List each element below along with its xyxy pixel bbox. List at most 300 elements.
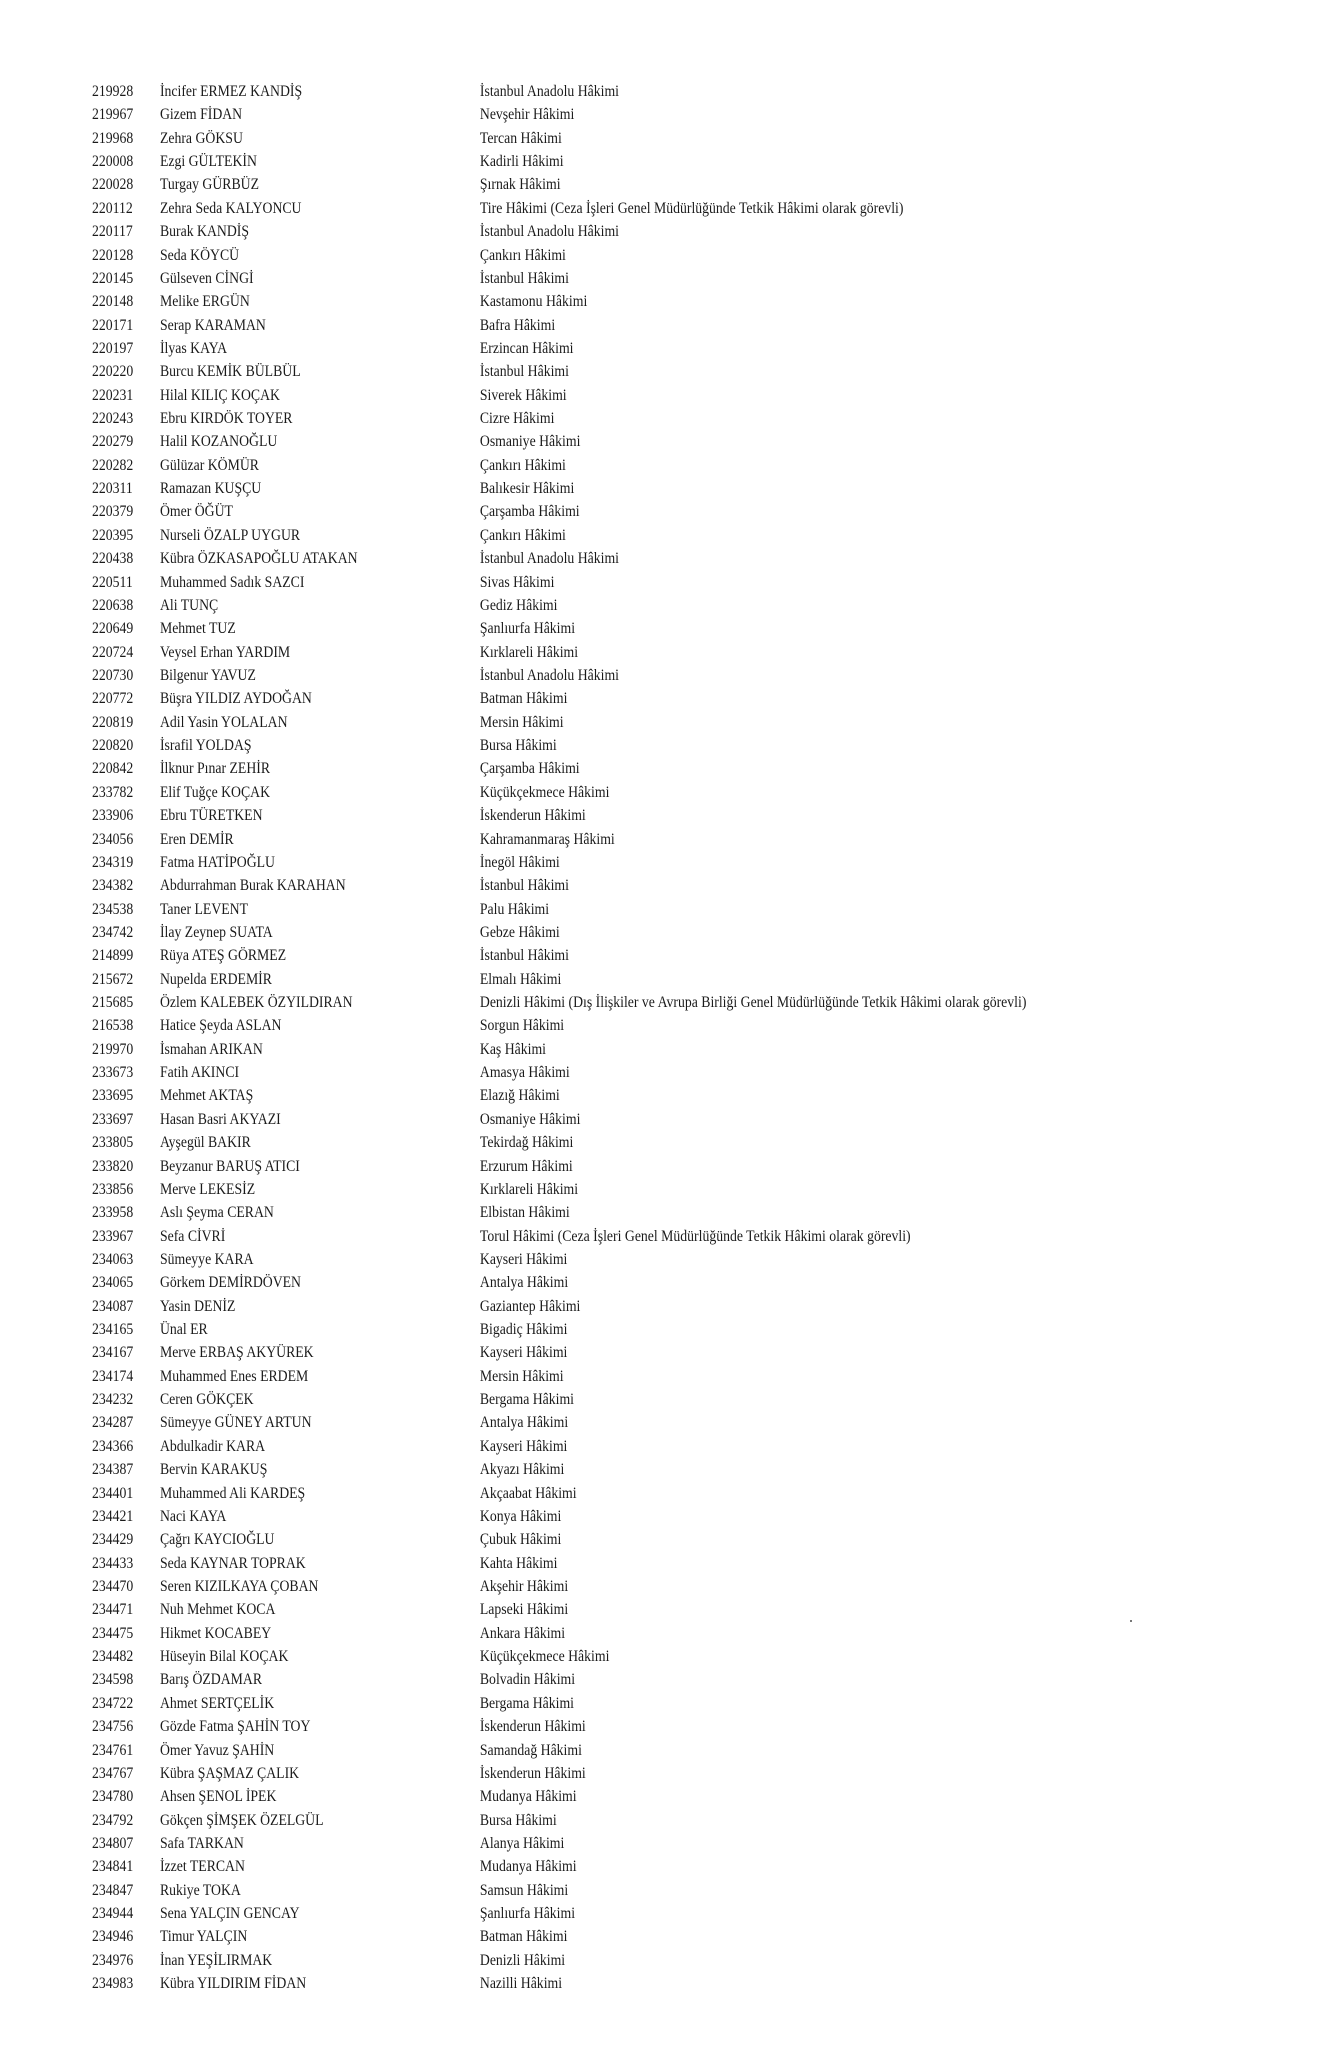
registry-number: 234429	[92, 1531, 134, 1549]
registry-number: 234421	[92, 1507, 134, 1525]
person-name: Safa TARKAN	[159, 1834, 244, 1852]
assigned-post: Osmaniye Hâkimi	[479, 1110, 581, 1128]
assigned-post: Bergama Hâkimi	[479, 1694, 575, 1712]
person-name: İncifer ERMEZ KANDİŞ	[159, 83, 303, 100]
person-name: Ömer ÖĞÜT	[159, 503, 233, 521]
person-name: Merve LEKESİZ	[159, 1180, 256, 1198]
registry-number: 215685	[92, 994, 134, 1012]
registry-number: 234433	[92, 1554, 134, 1572]
person-name: Halil KOZANOĞLU	[159, 433, 278, 451]
assigned-post: Mudanya Hâkimi	[479, 1858, 577, 1876]
assigned-post: Samsun Hâkimi	[479, 1881, 569, 1899]
assigned-post: Elazığ Hâkimi	[479, 1087, 560, 1105]
registry-number: 234401	[92, 1484, 134, 1502]
person-name: İzzet TERCAN	[159, 1858, 245, 1876]
registry-number: 214899	[92, 947, 134, 965]
assigned-post: Denizli Hâkimi (Dış İlişkiler ve Avrupa Birliği Genel Müdürlüğünde Tetkik Hâkimi olarak görevli)	[479, 994, 1027, 1012]
person-name: Ünal ER	[159, 1321, 208, 1339]
list-item	[0, 898, 1148, 921]
person-name: İlknur Pınar ZEHİR	[159, 760, 271, 778]
assigned-post: Kırklareli Hâkimi	[479, 643, 579, 661]
registry-number: 220197	[92, 339, 134, 357]
registry-number: 220730	[92, 666, 134, 684]
person-name: Özlem KALEBEK ÖZYILDIRAN	[159, 994, 353, 1012]
list-item	[0, 1388, 1148, 1411]
person-name: Nupelda ERDEMİR	[159, 970, 272, 988]
assigned-post: Ankara Hâkimi	[479, 1624, 566, 1642]
assigned-post: Kahta Hâkimi	[479, 1554, 558, 1572]
list-item	[0, 1925, 1148, 1948]
assigned-post: İskenderun Hâkimi	[479, 1718, 586, 1736]
list-item	[0, 1645, 1148, 1668]
assigned-post: Kastamonu Hâkimi	[479, 293, 588, 311]
assigned-post: Kayseri Hâkimi	[479, 1250, 568, 1268]
registry-number: 234287	[92, 1414, 134, 1432]
list-item	[0, 664, 1148, 687]
registry-number: 220649	[92, 620, 134, 638]
registry-number: 220379	[92, 503, 134, 521]
assigned-post: Amasya Hâkimi	[479, 1064, 570, 1082]
assigned-post: Lapseki Hâkimi	[479, 1601, 569, 1619]
person-name: Timur YALÇIN	[159, 1928, 248, 1946]
list-item	[0, 757, 1148, 780]
list-item	[0, 1365, 1148, 1388]
person-name: İlay Zeynep SUATA	[159, 923, 273, 941]
person-name: Bilgenur YAVUZ	[159, 666, 256, 684]
person-name: Hasan Basri AKYAZI	[159, 1110, 281, 1128]
registry-number: 220279	[92, 433, 134, 451]
registry-number: 220220	[92, 363, 134, 381]
assigned-post: İskenderun Hâkimi	[479, 807, 586, 825]
registry-number: 234983	[92, 1975, 134, 1993]
person-name: Naci KAYA	[159, 1507, 227, 1525]
assigned-post: Bergama Hâkimi	[479, 1391, 575, 1409]
registry-number: 234056	[92, 830, 134, 848]
registry-number: 234366	[92, 1437, 134, 1455]
list-item	[0, 220, 1148, 243]
list-item	[0, 1739, 1148, 1762]
person-name: Sümeyye KARA	[159, 1250, 254, 1268]
list-item	[0, 1598, 1148, 1621]
assigned-post: Küçükçekmece Hâkimi	[479, 1648, 610, 1666]
registry-number: 234598	[92, 1671, 134, 1689]
registry-number: 219968	[92, 129, 134, 147]
person-name: Seren KIZILKAYA ÇOBAN	[159, 1578, 319, 1595]
assigned-post: Çankırı Hâkimi	[479, 526, 566, 544]
registry-number: 220638	[92, 596, 134, 614]
list-item	[0, 944, 1148, 967]
list-item	[0, 477, 1148, 500]
list-item	[0, 851, 1148, 874]
list-item	[0, 244, 1148, 267]
person-name: Mehmet AKTAŞ	[159, 1087, 254, 1105]
registry-number: 234761	[92, 1741, 134, 1759]
person-name: Muhammed Enes ERDEM	[159, 1367, 309, 1385]
list-item	[0, 1248, 1148, 1271]
assigned-post: Bursa Hâkimi	[479, 1811, 557, 1829]
assigned-post: Sorgun Hâkimi	[479, 1017, 565, 1035]
registry-number: 234167	[92, 1344, 134, 1362]
list-item	[0, 641, 1148, 664]
assigned-post: İstanbul Hâkimi	[479, 947, 569, 965]
registry-number: 234538	[92, 900, 134, 918]
registry-number: 220028	[92, 176, 134, 194]
list-item	[0, 1575, 1148, 1598]
assigned-post: Balıkesir Hâkimi	[479, 480, 575, 498]
list-item	[0, 968, 1148, 991]
registry-number: 234976	[92, 1951, 134, 1969]
person-name: Gözde Fatma ŞAHİN TOY	[159, 1718, 311, 1736]
registry-number: 219970	[92, 1040, 134, 1058]
registry-number: 220842	[92, 760, 134, 778]
person-name: Gökçen ŞİMŞEK ÖZELGÜL	[159, 1811, 324, 1829]
registry-number: 219967	[92, 106, 134, 124]
assigned-post: Küçükçekmece Hâkimi	[479, 783, 610, 801]
registry-number: 234722	[92, 1694, 134, 1712]
list-item	[0, 1155, 1148, 1178]
registry-number: 234482	[92, 1648, 134, 1666]
list-item	[0, 1715, 1148, 1738]
registry-number: 220438	[92, 550, 134, 568]
registry-number: 234742	[92, 923, 134, 941]
registry-number: 234946	[92, 1928, 134, 1946]
assigned-post: Şanlıurfa Hâkimi	[479, 620, 576, 638]
registry-number: 233782	[92, 783, 134, 801]
registry-number: 234841	[92, 1858, 134, 1876]
registry-number: 234780	[92, 1788, 134, 1806]
list-item	[0, 1108, 1148, 1131]
list-item	[0, 1295, 1148, 1318]
assigned-post: Çarşamba Hâkimi	[479, 503, 580, 521]
list-item	[0, 1084, 1148, 1107]
registry-number: 234807	[92, 1834, 134, 1852]
list-item	[0, 1505, 1148, 1528]
person-name: Rüya ATEŞ GÖRMEZ	[159, 947, 287, 965]
list-item	[0, 1949, 1148, 1972]
person-name: Eren DEMİR	[159, 830, 234, 848]
assigned-post: Siverek Hâkimi	[479, 386, 567, 404]
person-name: Gülüzar KÖMÜR	[159, 456, 259, 474]
person-name: Fatma HATİPOĞLU	[159, 853, 275, 871]
registry-number: 216538	[92, 1017, 134, 1035]
registry-number: 220395	[92, 526, 134, 544]
assigned-post: Elmalı Hâkimi	[479, 970, 562, 988]
list-item	[0, 80, 1148, 103]
person-name: Ebru KIRDÖK TOYER	[159, 410, 293, 428]
person-name: Nurseli ÖZALP UYGUR	[159, 526, 301, 544]
registry-number: 220243	[92, 410, 134, 428]
assigned-post: Bigadiç Hâkimi	[479, 1321, 568, 1339]
assigned-post: Batman Hâkimi	[479, 690, 568, 708]
list-item	[0, 1411, 1148, 1434]
assigned-post: Kahramanmaraş Hâkimi	[479, 830, 615, 848]
person-name: Görkem DEMİRDÖVEN	[159, 1274, 301, 1292]
assigned-post: Kaş Hâkimi	[479, 1040, 546, 1058]
list-item	[0, 1341, 1148, 1364]
list-item	[0, 1061, 1148, 1084]
person-name: Taner LEVENT	[159, 900, 249, 918]
list-item	[0, 1318, 1148, 1341]
registry-number: 220819	[92, 713, 134, 731]
registry-number: 233697	[92, 1110, 134, 1128]
person-name: Ramazan KUŞÇU	[159, 480, 262, 498]
registry-number: 233673	[92, 1064, 134, 1082]
person-name: Hikmet KOCABEY	[159, 1624, 272, 1642]
list-item	[0, 991, 1148, 1014]
person-name: Turgay GÜRBÜZ	[159, 176, 259, 194]
list-item	[0, 1785, 1148, 1808]
person-name: Ebru TÜRETKEN	[159, 807, 263, 825]
list-item	[0, 1902, 1148, 1925]
assigned-post: İnegöl Hâkimi	[479, 853, 560, 871]
assigned-post: Çankırı Hâkimi	[479, 456, 566, 474]
list-item	[0, 1038, 1148, 1061]
list-item	[0, 1832, 1148, 1855]
list-item	[0, 150, 1148, 173]
assigned-post: İstanbul Hâkimi	[479, 269, 569, 287]
person-name: Yasin DENİZ	[159, 1297, 236, 1315]
person-name: Merve ERBAŞ AKYÜREK	[159, 1344, 314, 1362]
list-item	[0, 804, 1148, 827]
list-item	[0, 1809, 1148, 1832]
judge-list	[0, 80, 1335, 1995]
registry-number: 220008	[92, 153, 134, 171]
list-item	[0, 921, 1148, 944]
list-item	[0, 1435, 1148, 1458]
list-item	[0, 430, 1148, 453]
person-name: Aslı Şeyma CERAN	[159, 1204, 274, 1222]
person-name: Burak KANDİŞ	[159, 223, 250, 241]
assigned-post: İstanbul Anadolu Hâkimi	[479, 550, 619, 568]
registry-number: 233906	[92, 807, 134, 825]
person-name: Sefa CİVRİ	[159, 1227, 226, 1245]
person-name: Zehra GÖKSU	[159, 129, 243, 147]
list-item	[0, 197, 1148, 220]
assigned-post: Nevşehir Hâkimi	[479, 106, 575, 124]
list-item	[0, 127, 1148, 150]
registry-number: 234174	[92, 1367, 134, 1385]
assigned-post: Akşehir Hâkimi	[479, 1578, 569, 1595]
assigned-post: Batman Hâkimi	[479, 1928, 568, 1946]
assigned-post: Kadirli Hâkimi	[479, 153, 564, 171]
list-item	[0, 524, 1148, 547]
assigned-post: Mersin Hâkimi	[479, 713, 564, 731]
list-item	[0, 454, 1148, 477]
assigned-post: Samandağ Hâkimi	[479, 1741, 582, 1759]
registry-number: 234944	[92, 1905, 134, 1923]
person-name: Adil Yasin YOLALAN	[159, 713, 288, 731]
registry-number: 234847	[92, 1881, 134, 1899]
list-item	[0, 874, 1148, 897]
person-name: Kübra ÖZKASAPOĞLU ATAKAN	[159, 550, 358, 568]
registry-number: 233958	[92, 1204, 134, 1222]
list-item	[0, 571, 1148, 594]
registry-number: 234087	[92, 1297, 134, 1315]
assigned-post: Çarşamba Hâkimi	[479, 760, 580, 778]
list-item	[0, 1855, 1148, 1878]
list-item	[0, 314, 1148, 337]
assigned-post: Alanya Hâkimi	[479, 1834, 565, 1852]
list-item	[0, 1762, 1148, 1785]
list-item	[0, 547, 1148, 570]
registry-number: 233805	[92, 1134, 134, 1152]
assigned-post: Konya Hâkimi	[479, 1507, 562, 1525]
assigned-post: Bafra Hâkimi	[479, 316, 556, 334]
person-name: Çağrı KAYCIOĞLU	[159, 1531, 275, 1549]
registry-number: 220148	[92, 293, 134, 311]
person-name: Gülseven CİNGİ	[159, 269, 254, 287]
assigned-post: Çankırı Hâkimi	[479, 246, 566, 264]
list-item	[0, 1528, 1148, 1551]
list-item	[0, 500, 1148, 523]
list-item	[0, 1879, 1148, 1902]
person-name: Rukiye TOKA	[159, 1881, 241, 1899]
person-name: Bervin KARAKUŞ	[159, 1461, 268, 1479]
person-name: Nuh Mehmet KOCA	[159, 1601, 276, 1619]
person-name: Hilal KILIÇ KOÇAK	[159, 386, 280, 404]
list-item	[0, 407, 1148, 430]
person-name: Melike ERGÜN	[159, 293, 250, 311]
registry-number: 234471	[92, 1601, 134, 1619]
assigned-post: Kayseri Hâkimi	[479, 1344, 568, 1362]
assigned-post: Erzurum Hâkimi	[479, 1157, 573, 1175]
registry-number: 220772	[92, 690, 134, 708]
registry-number: 234475	[92, 1624, 134, 1642]
assigned-post: Mudanya Hâkimi	[479, 1788, 577, 1806]
list-item	[0, 103, 1148, 126]
registry-number: 220311	[92, 480, 133, 498]
assigned-post: Bursa Hâkimi	[479, 737, 557, 755]
person-name: Ali TUNÇ	[159, 596, 219, 614]
registry-number: 220724	[92, 643, 134, 661]
list-item	[0, 828, 1148, 851]
person-name: Abdulkadir KARA	[159, 1437, 266, 1455]
assigned-post: Antalya Hâkimi	[479, 1274, 569, 1292]
person-name: Sena YALÇIN GENCAY	[159, 1905, 300, 1923]
list-item	[0, 1178, 1148, 1201]
assigned-post: İstanbul Anadolu Hâkimi	[479, 83, 619, 100]
list-item	[0, 1458, 1148, 1481]
list-item	[0, 1972, 1148, 1995]
assigned-post: Antalya Hâkimi	[479, 1414, 569, 1432]
registry-number: 233695	[92, 1087, 134, 1105]
registry-number: 219928	[92, 83, 134, 100]
person-name: Muhammed Sadık SAZCI	[159, 573, 305, 591]
list-item	[0, 1014, 1148, 1037]
person-name: Elif Tuğçe KOÇAK	[159, 783, 271, 801]
list-item	[0, 1482, 1148, 1505]
assigned-post: Gediz Hâkimi	[479, 596, 558, 614]
person-name: Mehmet TUZ	[159, 620, 236, 638]
list-item	[0, 711, 1148, 734]
person-name: Hüseyin Bilal KOÇAK	[159, 1648, 289, 1666]
person-name: Ahsen ŞENOL İPEK	[159, 1788, 277, 1806]
list-item	[0, 384, 1148, 407]
assigned-post: İstanbul Anadolu Hâkimi	[479, 223, 619, 241]
registry-number: 233856	[92, 1180, 134, 1198]
person-name: Abdurrahman Burak KARAHAN	[159, 877, 346, 895]
person-name: İnan YEŞİLIRMAK	[159, 1951, 273, 1969]
assigned-post: Kayseri Hâkimi	[479, 1437, 568, 1455]
list-item	[0, 290, 1148, 313]
person-name: Büşra YILDIZ AYDOĞAN	[159, 690, 312, 708]
person-name: Ceren GÖKÇEK	[159, 1391, 254, 1409]
assigned-post: Nazilli Hâkimi	[479, 1975, 563, 1993]
list-item	[0, 617, 1148, 640]
registry-number: 220117	[92, 223, 133, 241]
person-name: Beyzanur BARUŞ ATICI	[159, 1157, 300, 1175]
person-name: Serap KARAMAN	[159, 316, 266, 334]
person-name: Barış ÖZDAMAR	[159, 1671, 263, 1689]
assigned-post: Şanlıurfa Hâkimi	[479, 1905, 576, 1923]
scan-speck	[1130, 1620, 1132, 1622]
registry-number: 234382	[92, 877, 134, 895]
registry-number: 234319	[92, 853, 134, 871]
registry-number: 234767	[92, 1764, 134, 1782]
list-item	[0, 734, 1148, 757]
list-item	[0, 1692, 1148, 1715]
registry-number: 220231	[92, 386, 134, 404]
person-name: Seda KÖYCÜ	[159, 246, 240, 264]
registry-number: 220171	[92, 316, 134, 334]
list-item	[0, 1131, 1148, 1154]
assigned-post: Elbistan Hâkimi	[479, 1204, 570, 1222]
assigned-post: Gaziantep Hâkimi	[479, 1297, 581, 1315]
person-name: İlyas KAYA	[159, 339, 228, 357]
assigned-post: İstanbul Anadolu Hâkimi	[479, 666, 619, 684]
person-name: Gizem FİDAN	[159, 106, 243, 124]
assigned-post: Tercan Hâkimi	[479, 129, 562, 147]
registry-number: 233820	[92, 1157, 134, 1175]
list-item	[0, 781, 1148, 804]
list-item	[0, 1225, 1148, 1248]
assigned-post: İskenderun Hâkimi	[479, 1764, 586, 1782]
assigned-post: Erzincan Hâkimi	[479, 339, 574, 357]
list-item	[0, 173, 1148, 196]
registry-number: 220511	[92, 573, 133, 591]
person-name: Veysel Erhan YARDIM	[159, 643, 291, 661]
assigned-post: Sivas Hâkimi	[479, 573, 555, 591]
person-name: Kübra ŞAŞMAZ ÇALIK	[159, 1764, 300, 1782]
list-item	[0, 1668, 1148, 1691]
registry-number: 234165	[92, 1321, 134, 1339]
list-item	[0, 360, 1148, 383]
registry-number: 220820	[92, 737, 134, 755]
list-item	[0, 1271, 1148, 1294]
assigned-post: Kırklareli Hâkimi	[479, 1180, 579, 1198]
assigned-post: Osmaniye Hâkimi	[479, 433, 581, 451]
registry-number: 220145	[92, 269, 134, 287]
registry-number: 220128	[92, 246, 134, 264]
person-name: Ezgi GÜLTEKİN	[159, 153, 257, 171]
assigned-post: İstanbul Hâkimi	[479, 877, 569, 895]
registry-number: 215672	[92, 970, 134, 988]
person-name: Kübra YILDIRIM FİDAN	[159, 1975, 307, 1993]
person-name: Seda KAYNAR TOPRAK	[159, 1554, 306, 1572]
person-name: İsmahan ARIKAN	[159, 1040, 263, 1058]
list-item	[0, 1622, 1148, 1645]
registry-number: 234792	[92, 1811, 134, 1829]
list-item	[0, 267, 1148, 290]
assigned-post: Torul Hâkimi (Ceza İşleri Genel Müdürlüğünde Tetkik Hâkimi olarak görevli)	[479, 1227, 911, 1245]
person-name: Ayşegül BAKIR	[159, 1134, 251, 1152]
person-name: İsrafil YOLDAŞ	[159, 737, 252, 755]
registry-number: 234387	[92, 1461, 134, 1479]
list-item	[0, 1552, 1148, 1575]
list-item	[0, 337, 1148, 360]
assigned-post: Gebze Hâkimi	[479, 923, 560, 941]
assigned-post: Tekirdağ Hâkimi	[479, 1134, 574, 1152]
